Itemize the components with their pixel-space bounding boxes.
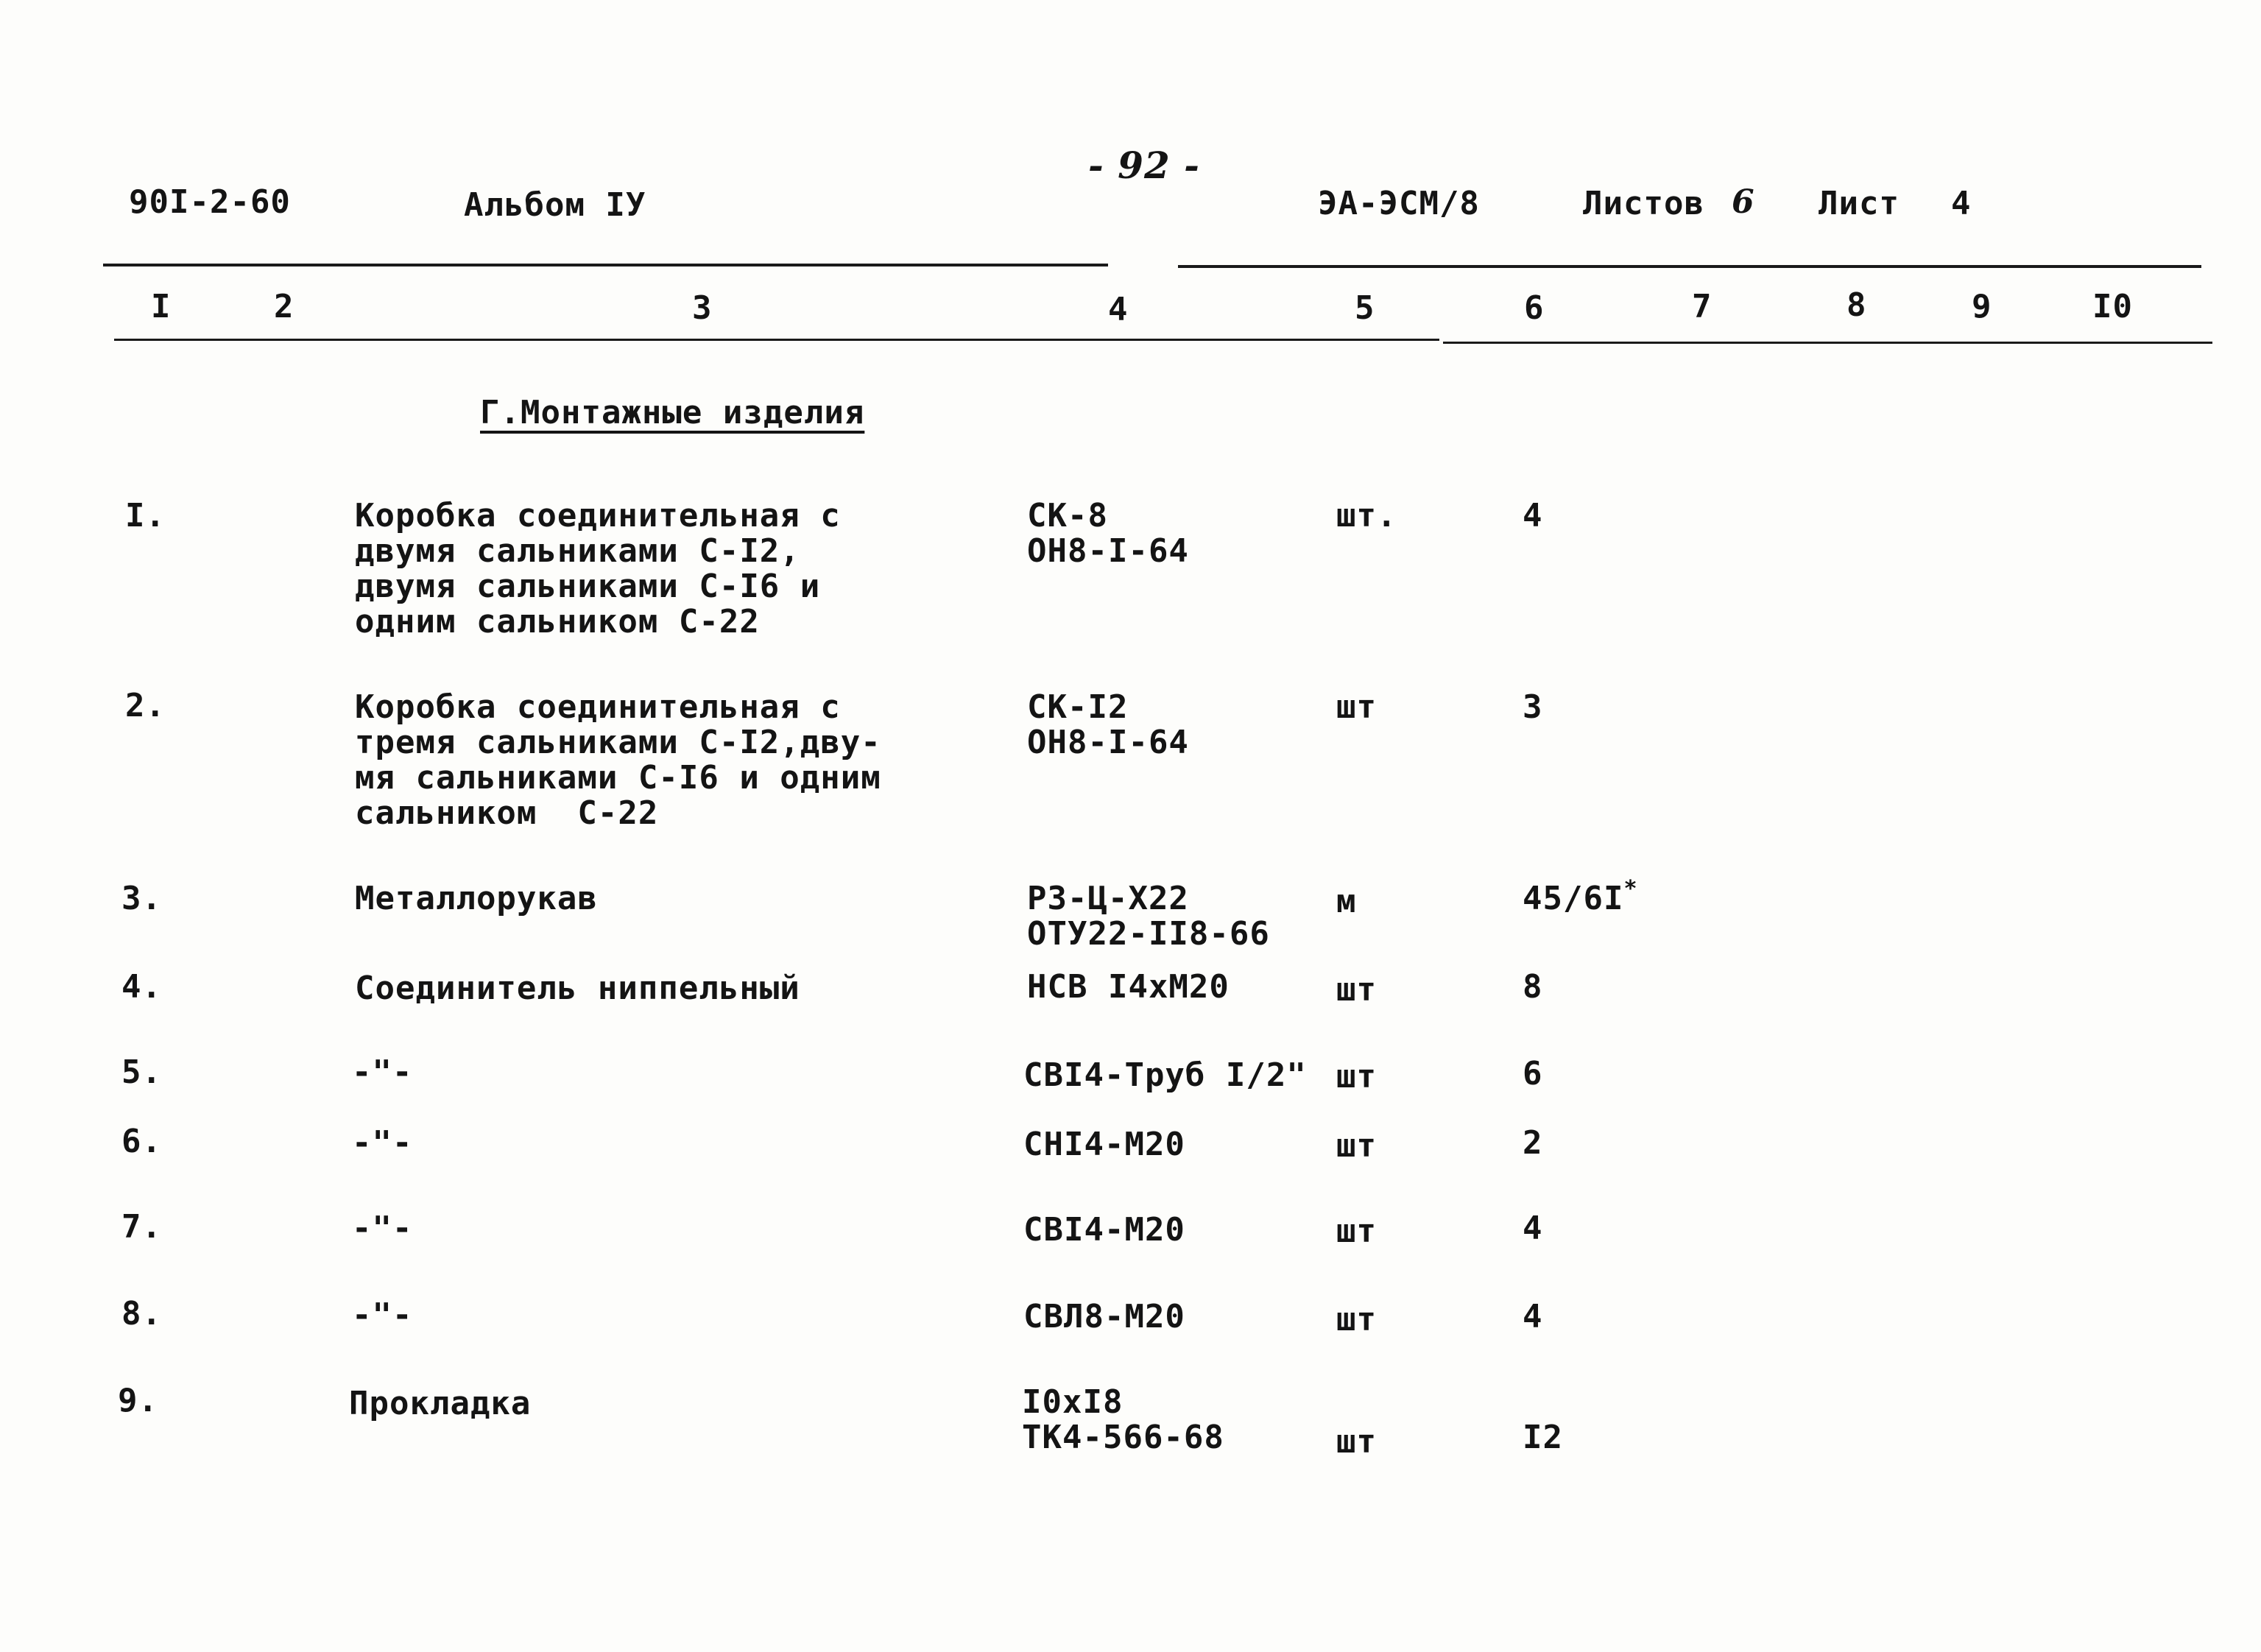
item-name-line: -"- — [352, 1124, 413, 1162]
item-name-line: мя сальниками С-I6 и одним — [355, 759, 881, 797]
item-quantity: 4 — [1523, 1210, 1543, 1247]
item-name-line: Коробка соединительная с — [355, 497, 841, 534]
row-number: 4. — [121, 968, 162, 1006]
column-number-10: I0 — [2092, 288, 2133, 325]
item-unit: шт — [1336, 1127, 1377, 1165]
column-number-7: 7 — [1692, 288, 1712, 325]
sheet-label: Лист — [1819, 185, 1900, 222]
sheets-count: 6 — [1732, 183, 1755, 221]
item-quantity: 4 — [1523, 497, 1543, 534]
row-number: 3. — [121, 880, 162, 917]
row-number: I. — [125, 497, 166, 534]
item-type: СВI4-Труб I/2" — [1023, 1056, 1307, 1094]
item-unit: шт. — [1336, 497, 1397, 534]
item-quantity: 4 — [1523, 1298, 1543, 1335]
row-number: 5. — [121, 1053, 162, 1091]
header-rule-top-left — [103, 264, 1108, 266]
column-number-8: 8 — [1846, 286, 1867, 324]
item-type: НСВ I4хМ20 — [1027, 968, 1230, 1006]
row-number: 7. — [121, 1208, 162, 1246]
item-quantity: I2 — [1523, 1419, 1563, 1456]
doc-code: 90I-2-60 — [129, 183, 291, 221]
row-number: 6. — [121, 1123, 162, 1160]
item-type: СК-I2 — [1027, 688, 1129, 726]
item-quantity: 45/6I* — [1523, 876, 1638, 917]
page-number: - 92 - — [1088, 144, 1200, 187]
header-rule-bottom-right — [1443, 342, 2212, 344]
item-type: РЗ-Ц-Х22 — [1027, 880, 1189, 917]
item-unit: шт — [1336, 1058, 1377, 1095]
drawing-code: ЭА-ЭСМ/8 — [1318, 185, 1480, 222]
section-title: Г.Монтажные изделия — [480, 394, 865, 431]
item-unit: м — [1336, 883, 1357, 920]
item-type: ТК4-566-68 — [1022, 1419, 1224, 1456]
item-unit: шт — [1336, 688, 1377, 726]
header-rule-bottom-left — [114, 339, 1439, 341]
column-number-4: 4 — [1108, 291, 1129, 328]
column-number-3: 3 — [692, 289, 713, 327]
row-number: 9. — [118, 1382, 158, 1419]
sheets-label: Листов — [1583, 185, 1704, 222]
item-type: I0хI8 — [1022, 1383, 1124, 1421]
item-type: ОН8-I-64 — [1027, 532, 1189, 570]
item-name-line: двумя сальниками С-I6 и — [355, 568, 821, 605]
column-number-1: I — [151, 288, 172, 325]
item-unit: шт — [1336, 1301, 1377, 1338]
header-rule-top-right — [1178, 265, 2201, 268]
row-number: 8. — [121, 1295, 162, 1332]
item-name-line: -"- — [352, 1053, 413, 1091]
column-number-6: 6 — [1524, 289, 1545, 327]
item-name-line: -"- — [352, 1210, 413, 1247]
item-name-line: Соединитель ниппельный — [355, 970, 800, 1007]
item-name-line: -"- — [352, 1296, 413, 1334]
item-type: ОТУ22-II8-66 — [1027, 915, 1270, 953]
item-type: СВЛ8-М20 — [1023, 1298, 1185, 1335]
item-name-line: сальником С-22 — [355, 794, 659, 832]
item-unit: шт — [1336, 971, 1377, 1009]
footnote-mark: * — [1623, 876, 1638, 902]
row-number: 2. — [125, 687, 166, 724]
item-unit: шт — [1336, 1212, 1377, 1250]
item-name-line: Металлорукав — [355, 880, 598, 917]
item-type: СВI4-М20 — [1023, 1211, 1185, 1249]
item-name-line: двумя сальниками С-I2, — [355, 532, 800, 570]
item-type: СК-8 — [1027, 497, 1108, 534]
album-label: Альбом IУ — [464, 186, 646, 224]
column-number-5: 5 — [1355, 289, 1375, 327]
sheet-number: 4 — [1951, 185, 1972, 222]
item-type: ОН8-I-64 — [1027, 724, 1189, 761]
column-number-9: 9 — [1972, 288, 1992, 325]
item-name-line: одним сальником С-22 — [355, 603, 760, 640]
item-quantity: 2 — [1523, 1124, 1543, 1162]
item-type: СНI4-М20 — [1023, 1126, 1185, 1163]
item-name-line: Прокладка — [349, 1385, 532, 1422]
item-unit: шт — [1336, 1423, 1377, 1461]
item-name-line: Коробка соединительная с — [355, 688, 841, 726]
item-quantity: 6 — [1523, 1055, 1543, 1092]
column-number-2: 2 — [274, 288, 294, 325]
item-name-line: тремя сальниками С-I2,дву- — [355, 724, 881, 761]
item-quantity: 3 — [1523, 688, 1543, 726]
item-quantity: 8 — [1523, 968, 1543, 1006]
